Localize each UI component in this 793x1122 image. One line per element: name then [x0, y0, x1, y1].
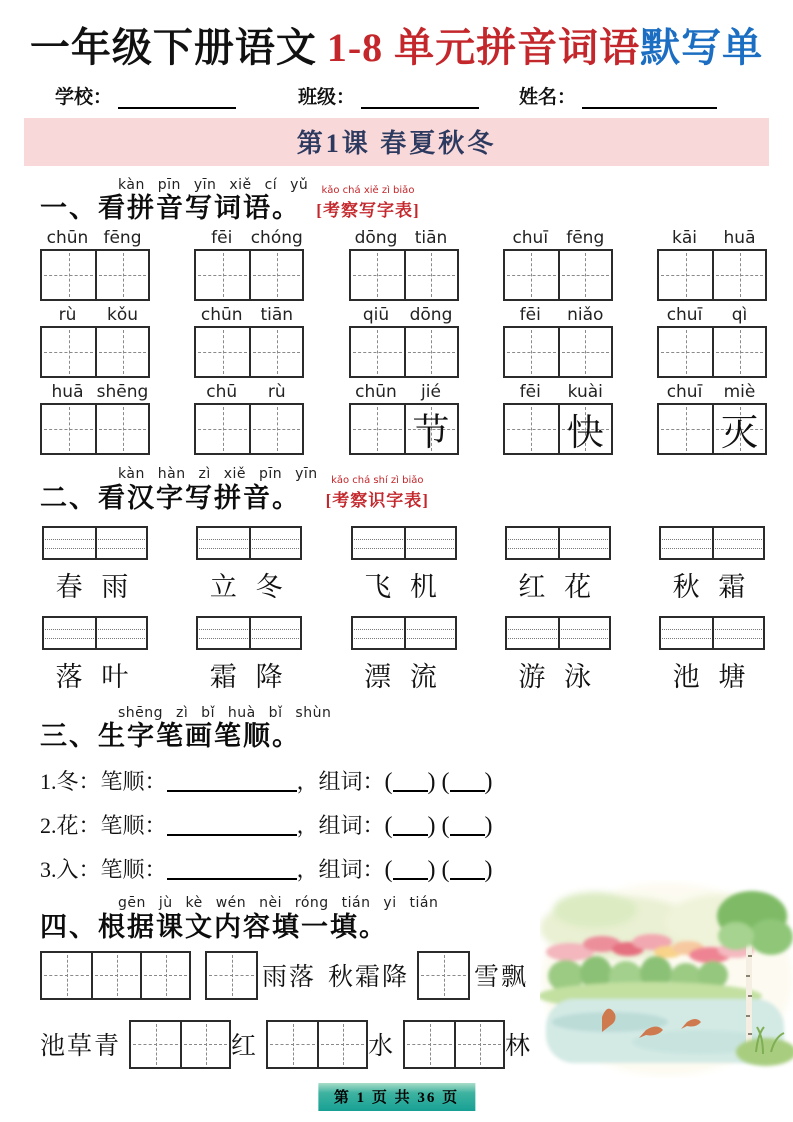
- tian-cell: [196, 251, 249, 299]
- section4-title-pinyin: gēn jù kè wén nèi róng tián yi tián: [118, 895, 439, 912]
- tian-cell: [404, 328, 457, 376]
- pinyin-box: [505, 526, 611, 560]
- pinyin-cell: [712, 528, 763, 558]
- prefilled-char: [97, 251, 148, 299]
- hanzi-label: 飞 机: [364, 571, 443, 602]
- section2-title-pinyin: kàn hàn zì xiě pīn yīn: [118, 466, 318, 483]
- word-pinyin: fēi niǎo: [519, 305, 604, 326]
- tian-cell: [712, 251, 765, 299]
- prefilled-char: [351, 405, 404, 453]
- pinyin-cell: [404, 528, 455, 558]
- pinyin-cell: [558, 528, 609, 558]
- prefilled-char: [196, 405, 249, 453]
- paren-close: ): [484, 857, 493, 884]
- tian-box: [503, 249, 613, 301]
- tian-cell: [42, 328, 95, 376]
- tian-box: [205, 951, 258, 1000]
- pinyin-cell: [249, 618, 300, 648]
- tian-cell: [351, 405, 404, 453]
- tian-cell: [351, 328, 404, 376]
- tian-cell: [196, 405, 249, 453]
- tian-cell: [249, 251, 302, 299]
- tian-cell: [249, 405, 302, 453]
- page-number-banner: 第 1 页 共 36 页: [318, 1083, 475, 1111]
- prefilled-char: 灭: [721, 413, 758, 455]
- stroke-item-prefix: 2.花：笔顺：: [40, 813, 167, 839]
- stroke-item-prefix: 3.入：笔顺：: [40, 857, 167, 883]
- prefilled-char: 节: [412, 413, 450, 455]
- tian-box: [657, 326, 767, 378]
- pinyin-cell: [661, 528, 712, 558]
- paren-close: ): [427, 813, 436, 840]
- title-part-black: 一年级下册语文: [29, 25, 317, 70]
- hanzi-word-unit: [503, 616, 613, 694]
- tian-cell: [404, 405, 457, 453]
- pinyin-cell: [507, 528, 558, 558]
- paren-open: (: [384, 813, 393, 840]
- hanzi-word-row: [40, 518, 767, 604]
- prefilled-char: [196, 328, 249, 376]
- paren-open: (: [384, 769, 393, 796]
- tian-cell: [419, 953, 468, 998]
- paren-close: ): [427, 769, 436, 796]
- hanzi-label: 落 叶: [55, 661, 135, 692]
- pinyin-box: [659, 616, 765, 650]
- section2-tag-text: [考察识字表]: [325, 490, 429, 510]
- prefilled-char: [505, 251, 558, 299]
- tian-cell: [317, 1022, 366, 1067]
- page-title: [0, 24, 793, 72]
- tian-cell: [558, 405, 611, 453]
- tian-cell: [712, 328, 765, 376]
- pinyin-cell: [44, 528, 95, 558]
- paren-open: (: [441, 813, 450, 840]
- prefilled-char: [406, 328, 457, 376]
- pinyin-word-unit: [194, 382, 304, 455]
- student-info-line: [55, 82, 753, 109]
- paren-open: (: [441, 857, 450, 884]
- prefilled-char: [42, 328, 95, 376]
- prefilled-char: [406, 251, 457, 299]
- tian-cell: [42, 953, 91, 998]
- word-blank: [450, 770, 485, 792]
- pinyin-cell: [661, 618, 712, 648]
- prefilled-char: [42, 251, 95, 299]
- hanzi-word-unit: [657, 616, 767, 694]
- tian-cell: [558, 251, 611, 299]
- pinyin-cell: [404, 618, 455, 648]
- section2-tag-pinyin: kǎo chá shí zì biǎo: [331, 474, 424, 486]
- hanzi-word-unit: [40, 526, 150, 604]
- prefilled-char: [251, 405, 302, 453]
- tian-cell: [180, 1022, 229, 1067]
- title-part-blue: 默写单: [640, 25, 764, 70]
- tian-cell: [505, 251, 558, 299]
- school-blank: [118, 89, 236, 109]
- paren-close: ): [484, 769, 493, 796]
- pinyin-word-unit: [194, 228, 304, 301]
- tian-cell: [95, 405, 148, 453]
- fill-text: 池草青: [40, 1033, 122, 1061]
- word-blank: [393, 770, 428, 792]
- prefilled-char: [196, 251, 249, 299]
- tian-cell: [351, 251, 404, 299]
- prefilled-char: [714, 328, 765, 376]
- pinyin-box: [196, 526, 302, 560]
- pinyin-box: [351, 526, 457, 560]
- section-3: [40, 706, 767, 884]
- pinyin-box: [659, 526, 765, 560]
- word-pinyin: chuī fēng: [512, 228, 605, 249]
- pinyin-box: [42, 526, 148, 560]
- hanzi-word-unit: [194, 616, 304, 694]
- tian-cell: [505, 328, 558, 376]
- tian-box: [194, 249, 304, 301]
- word-pinyin: fēi chóng: [211, 228, 303, 249]
- pinyin-word-unit: [349, 228, 459, 301]
- pinyin-cell: [712, 618, 763, 648]
- pinyin-cell: [507, 618, 558, 648]
- stroke-item-prefix: 1.冬：笔顺：: [40, 769, 167, 795]
- hanzi-word-unit: [194, 526, 304, 604]
- tian-box: [657, 249, 767, 301]
- tian-cell: [207, 953, 256, 998]
- pinyin-word-row: [40, 228, 767, 301]
- stroke-blank: [167, 858, 297, 880]
- paren-open: (: [441, 769, 450, 796]
- hanzi-label: 红 花: [518, 571, 598, 602]
- stroke-item: [40, 765, 767, 796]
- prefilled-char: [505, 328, 558, 376]
- tian-cell: [95, 328, 148, 376]
- tian-cell: [95, 251, 148, 299]
- tian-box: [194, 326, 304, 378]
- pinyin-word-unit: [349, 382, 459, 455]
- tian-box: [129, 1020, 231, 1069]
- word-blank: [450, 814, 485, 836]
- pinyin-word-unit: [349, 305, 459, 378]
- stroke-item: [40, 809, 767, 840]
- section2-heading: [40, 467, 767, 513]
- pinyin-word-unit: [194, 305, 304, 378]
- hanzi-label: 霜 降: [209, 661, 289, 692]
- pinyin-word-unit: [503, 305, 613, 378]
- word-blank: [393, 814, 428, 836]
- stroke-blank: [167, 770, 297, 792]
- word-pinyin: fēi kuài: [519, 382, 603, 403]
- pinyin-word-unit: [657, 305, 767, 378]
- hanzi-word-unit: [40, 616, 150, 694]
- hanzi-label: 漂 流: [364, 661, 443, 692]
- tian-box: [40, 326, 150, 378]
- pinyin-word-unit: [503, 382, 613, 455]
- word-pinyin: chuī miè: [666, 382, 756, 403]
- tian-box: [503, 403, 613, 455]
- paren-close: ): [484, 813, 493, 840]
- prefilled-char: [714, 251, 765, 299]
- pinyin-word-unit: [503, 228, 613, 301]
- word-pinyin: dōng tiān: [354, 228, 448, 249]
- pond-illustration-svg: [540, 880, 793, 1078]
- hanzi-label: 游 泳: [518, 661, 598, 692]
- tian-cell: [712, 405, 765, 453]
- tian-box: [40, 249, 150, 301]
- pinyin-cell: [198, 528, 249, 558]
- section3-title-pinyin: shēng zì bǐ huà bǐ shùn: [118, 704, 332, 721]
- section1-title: 一、看拼音写词语。: [40, 193, 301, 224]
- tian-box: [349, 403, 459, 455]
- prefilled-char: [42, 405, 95, 453]
- stroke-blank: [167, 814, 297, 836]
- pinyin-cell: [353, 528, 404, 558]
- prefilled-char: [659, 328, 712, 376]
- tian-cell: [91, 953, 140, 998]
- section3-title: 三、生字笔画笔顺。: [40, 721, 301, 752]
- pinyin-cell: [558, 618, 609, 648]
- pinyin-word-row: [40, 305, 767, 378]
- word-pinyin: chūn jié: [355, 382, 441, 403]
- tian-box: [349, 326, 459, 378]
- tian-cell: [659, 251, 712, 299]
- section2-title: 二、看汉字写拼音。: [40, 482, 301, 513]
- tian-cell: [558, 328, 611, 376]
- hanzi-word-unit: [349, 526, 459, 604]
- word-pinyin: chuī qì: [666, 305, 748, 326]
- hanzi-label: 池 塘: [672, 661, 752, 692]
- pinyin-word-unit: [657, 382, 767, 455]
- tian-cell: [659, 405, 712, 453]
- pinyin-box: [196, 616, 302, 650]
- word-pinyin: huā shēng: [51, 382, 149, 403]
- pinyin-box: [42, 616, 148, 650]
- pinyin-word-unit: [40, 305, 150, 378]
- pinyin-word-unit: [40, 382, 150, 455]
- pinyin-cell: [95, 618, 146, 648]
- section1-tag: [316, 186, 419, 221]
- tian-cell: [505, 405, 558, 453]
- tian-cell: [42, 405, 95, 453]
- prefilled-char: [505, 405, 558, 453]
- pinyin-cell: [95, 528, 146, 558]
- class-blank: [361, 89, 479, 109]
- word-pinyin: qiū dōng: [362, 305, 453, 326]
- tian-cell: [131, 1022, 180, 1067]
- tian-cell: [249, 328, 302, 376]
- pinyin-cell: [44, 618, 95, 648]
- prefilled-char: [351, 328, 404, 376]
- word-blank: [450, 858, 485, 880]
- tian-box: [266, 1020, 368, 1069]
- tian-cell: [268, 1022, 317, 1067]
- lesson-banner: 第1课 春夏秋冬: [24, 118, 769, 166]
- hanzi-word-unit: [503, 526, 613, 604]
- section1-tag-pinyin: kǎo chá xiě zì biǎo: [321, 185, 415, 197]
- tian-box: [657, 403, 767, 455]
- prefilled-char: [659, 251, 712, 299]
- word-pinyin: rù kǒu: [58, 305, 139, 326]
- prefilled-char: [659, 405, 712, 453]
- pinyin-box: [505, 616, 611, 650]
- section3-heading: [40, 706, 767, 752]
- fill-text: 水: [368, 1033, 396, 1061]
- class-label: 班级：: [298, 87, 356, 108]
- pinyin-cell: [198, 618, 249, 648]
- word-blank: [393, 858, 428, 880]
- tian-box: [417, 951, 470, 1000]
- pinyin-cell: [353, 618, 404, 648]
- tian-cell: [659, 328, 712, 376]
- tian-box: [194, 403, 304, 455]
- pinyin-box: [351, 616, 457, 650]
- word-pinyin: chūn tiān: [200, 305, 294, 326]
- tian-cell: [140, 953, 189, 998]
- paren-close: ): [427, 857, 436, 884]
- word-pinyin: chū rù: [206, 382, 286, 403]
- section1-title-pinyin: kàn pīn yīn xiě cí yǔ: [118, 177, 309, 193]
- tian-box: [349, 249, 459, 301]
- hanzi-word-unit: [349, 616, 459, 694]
- tian-cell: [404, 251, 457, 299]
- section1-heading: [40, 178, 767, 224]
- tian-cell: [405, 1022, 454, 1067]
- tian-cell: [196, 328, 249, 376]
- section4-title: 四、根据课文内容填一填。: [40, 911, 388, 942]
- tian-cell: [42, 251, 95, 299]
- name-blank: [582, 89, 717, 109]
- word-pinyin: kāi huā: [672, 228, 756, 249]
- fill-text: 秋霜降: [328, 964, 410, 992]
- fill-text: 林: [505, 1033, 533, 1061]
- fill-text: 雪飘: [474, 964, 529, 992]
- pond-illustration: [540, 880, 793, 1078]
- stroke-item-middle: ，组词：: [296, 857, 385, 883]
- hanzi-word-unit: [657, 526, 767, 604]
- prefilled-char: [251, 251, 302, 299]
- prefilled-char: [560, 251, 611, 299]
- section2-tag: [326, 476, 429, 511]
- name-label: 姓名：: [519, 87, 577, 108]
- section-2: [40, 467, 767, 693]
- pinyin-word-unit: [657, 228, 767, 301]
- prefilled-char: [97, 328, 148, 376]
- pinyin-cell: [249, 528, 300, 558]
- prefilled-char: [251, 328, 302, 376]
- prefilled-char: [97, 405, 148, 453]
- word-pinyin: chūn fēng: [46, 228, 142, 249]
- title-part-red: 1-8 单元拼音词语: [326, 25, 641, 70]
- tian-box: [40, 403, 150, 455]
- hanzi-label: 秋 霜: [672, 571, 752, 602]
- tian-box: [40, 951, 191, 1000]
- school-label: 学校：: [55, 87, 113, 108]
- pinyin-word-unit: [40, 228, 150, 301]
- tian-box: [403, 1020, 505, 1069]
- hanzi-label: 春 雨: [55, 571, 135, 602]
- section1-tag-text: [考察写字表]: [316, 201, 420, 221]
- stroke-item-middle: ，组词：: [296, 813, 385, 839]
- hanzi-label: 立 冬: [209, 571, 289, 602]
- tian-cell: [454, 1022, 503, 1067]
- prefilled-char: [351, 251, 404, 299]
- fill-text: 红: [231, 1033, 259, 1061]
- prefilled-char: 快: [566, 413, 604, 455]
- fill-text: 雨落: [262, 964, 317, 992]
- prefilled-char: [560, 328, 611, 376]
- section-1: [40, 178, 767, 455]
- pinyin-word-row: [40, 382, 767, 455]
- hanzi-word-row: [40, 608, 767, 694]
- paren-open: (: [384, 857, 393, 884]
- tian-box: [503, 326, 613, 378]
- stroke-item-middle: ，组词：: [296, 769, 385, 795]
